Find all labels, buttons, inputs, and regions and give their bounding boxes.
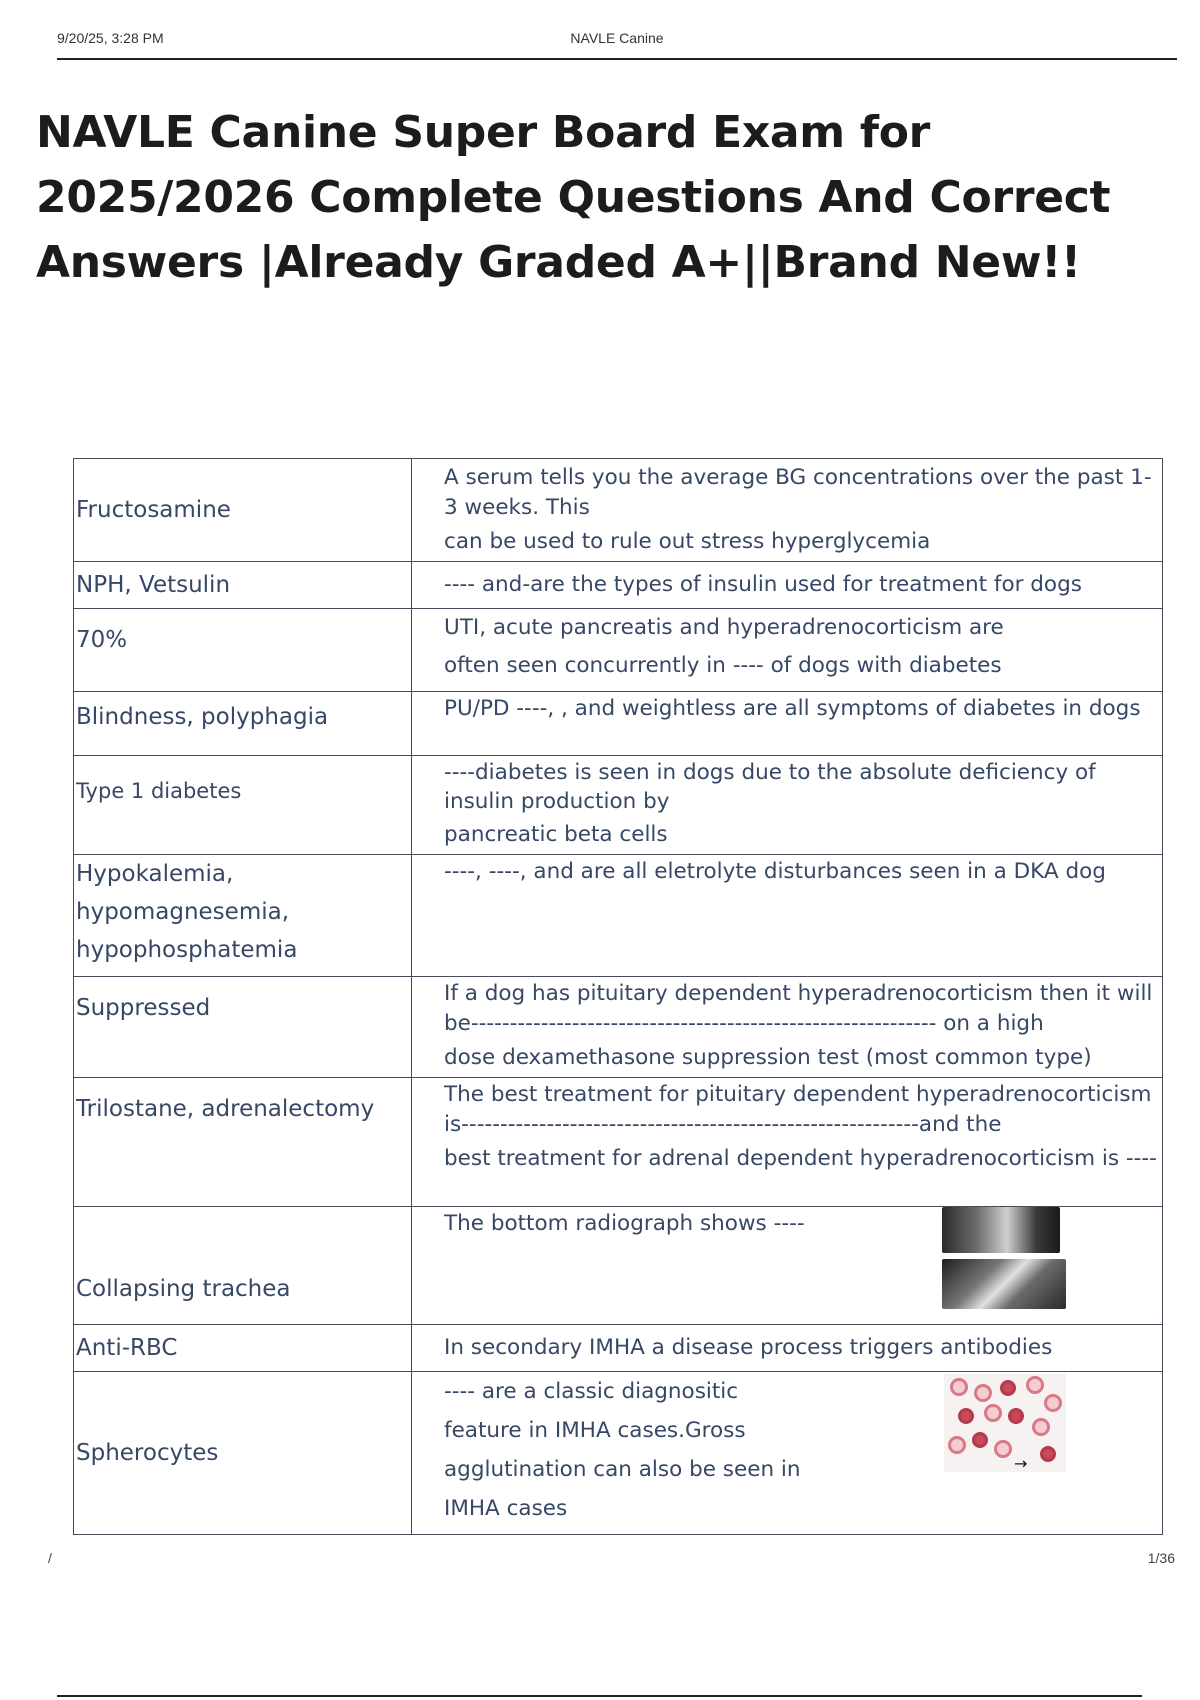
rbc-cell <box>984 1404 1002 1422</box>
definition-cell <box>412 855 1163 977</box>
definition-line: ---- and-are the types of insulin used for treatment for dogs <box>444 572 1082 597</box>
definition-line: PU/PD ----, , and weightless are all symptoms of diabetes in dogs <box>444 696 1141 721</box>
definition-cell <box>412 459 1163 562</box>
definition-line: dose dexamethasone suppression test (most common type) <box>444 1045 1092 1070</box>
table-row <box>74 1372 1163 1535</box>
definition-line: UTI, acute pancreatis and hyperadrenocorticism are <box>444 615 1004 640</box>
footer-left-text: / <box>48 1550 52 1566</box>
definition-line: can be used to rule out stress hyperglycemia <box>444 529 931 554</box>
definition-line: pancreatic beta cells <box>444 822 668 847</box>
rbc-cell <box>1032 1418 1050 1436</box>
term-cell: Blindness, polyphagia <box>74 692 412 756</box>
qa-table <box>73 458 1163 1535</box>
definition-cell <box>412 692 1163 756</box>
radiograph-top-image <box>942 1207 1060 1253</box>
bottom-divider <box>57 1695 1142 1697</box>
definition-line: In secondary IMHA a disease process triggers antibodies <box>444 1335 1053 1360</box>
print-timestamp: 9/20/25, 3:28 PM <box>57 30 164 46</box>
definition-line: The bottom radiograph shows ---- <box>444 1211 805 1236</box>
definition-line: ---- are a classic diagnositic <box>444 1379 739 1404</box>
radiograph-images <box>942 1207 1066 1309</box>
definition-line: IMHA cases <box>444 1496 568 1521</box>
definition-line: best treatment for adrenal dependent hyperadrenocorticism is ---- <box>444 1146 1157 1171</box>
definition-line: agglutination can also be seen in <box>444 1457 801 1482</box>
rbc-cell <box>948 1436 966 1454</box>
definition-cell <box>412 609 1163 692</box>
spherocyte-cell <box>1040 1446 1056 1462</box>
rbc-cell <box>950 1378 968 1396</box>
rbc-cell <box>994 1440 1012 1458</box>
spherocyte-cell <box>958 1408 974 1424</box>
definition-line: ----diabetes is seen in dogs due to the absolute deficiency of insulin production by <box>444 760 1096 814</box>
definition-line: If a dog has pituitary dependent hyperadrenocorticism then it will be------------------------------------------------------------ on a high <box>444 981 1153 1036</box>
definition-cell <box>412 1325 1163 1372</box>
rbc-cell <box>974 1384 992 1402</box>
term-cell: Fructosamine <box>74 459 412 562</box>
table-row <box>74 609 1163 692</box>
term-cell: Trilostane, adrenalectomy <box>74 1078 412 1207</box>
table-row <box>74 562 1163 609</box>
definition-line: A serum tells you the average BG concentrations over the past 1-3 weeks. This <box>444 465 1152 520</box>
definition-cell <box>412 1078 1163 1207</box>
definition-cell <box>412 977 1163 1078</box>
document-title: NAVLE Canine Super Board Exam for 2025/2026 Complete Questions And Correct Answers |Already Graded A+||Brand New!! <box>36 107 1111 288</box>
term-cell: Collapsing trachea <box>74 1207 412 1325</box>
print-header-title: NAVLE Canine <box>570 30 664 46</box>
rbc-cell <box>1044 1394 1062 1412</box>
radiograph-bottom-image <box>942 1259 1066 1309</box>
table-row <box>74 692 1163 756</box>
term-cell: Hypokalemia, hypomagnesemia, hypophosphatemia <box>74 855 412 977</box>
definition-cell <box>412 1207 1163 1325</box>
table-row <box>74 459 1163 562</box>
table-row <box>74 977 1163 1078</box>
term-cell: Suppressed <box>74 977 412 1078</box>
definition-line: The best treatment for pituitary dependent hyperadrenocorticism is-----------------------------------------------------------and the <box>444 1082 1152 1137</box>
definition-line: feature in IMHA cases.Gross <box>444 1418 746 1443</box>
print-header <box>57 30 1177 60</box>
blood-smear-image <box>944 1374 1066 1472</box>
spherocyte-cell <box>1008 1408 1024 1424</box>
term-cell: 70% <box>74 609 412 692</box>
arrow-icon: → <box>1014 1454 1028 1473</box>
definition-cell <box>412 562 1163 609</box>
table-row <box>74 1207 1163 1325</box>
table-row <box>74 1325 1163 1372</box>
table-row <box>74 756 1163 855</box>
term-cell: NPH, Vetsulin <box>74 562 412 609</box>
definition-cell <box>412 1372 1163 1535</box>
table-row <box>74 1078 1163 1207</box>
table-row <box>74 855 1163 977</box>
term-cell: Spherocytes <box>74 1372 412 1535</box>
rbc-cell <box>1026 1376 1044 1394</box>
definition-line: often seen concurrently in ---- of dogs with diabetes <box>444 653 1002 678</box>
definition-line: ----, ----, and are all eletrolyte disturbances seen in a DKA dog <box>444 859 1106 884</box>
spherocyte-cell <box>1000 1380 1016 1396</box>
page-number: 1/36 <box>1147 1550 1175 1566</box>
definition-cell <box>412 756 1163 855</box>
term-cell: Type 1 diabetes <box>74 756 412 855</box>
spherocyte-cell <box>972 1432 988 1448</box>
term-cell: Anti-RBC <box>74 1325 412 1372</box>
